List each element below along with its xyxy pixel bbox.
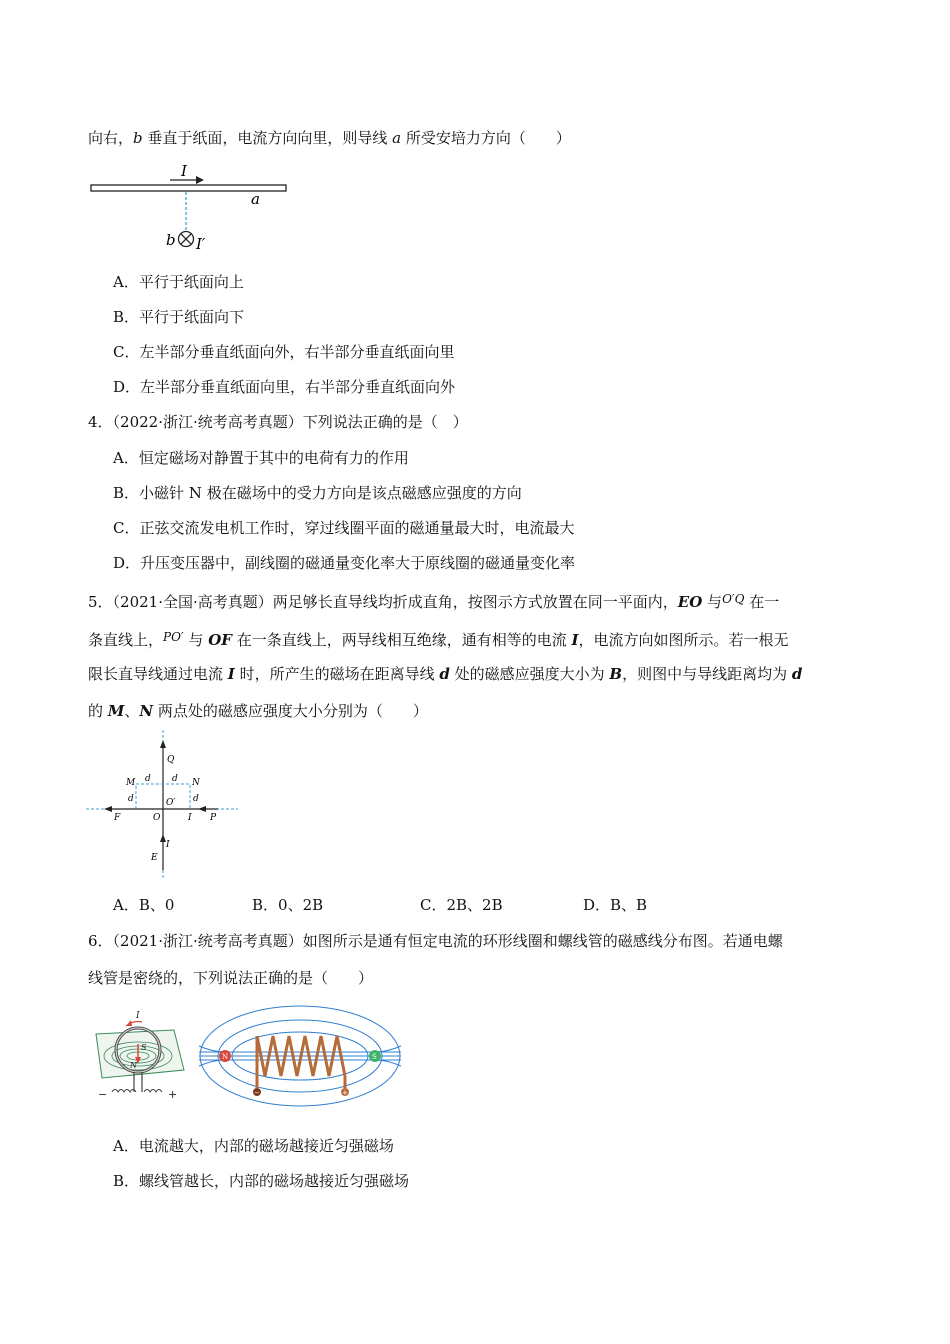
label-n: N — [192, 778, 200, 788]
ring-i-label: I — [136, 1011, 140, 1021]
q3-option-a[interactable]: A．平行于纸面向上 — [113, 273, 244, 291]
current2-label: I′ — [196, 235, 206, 253]
q5-option-d[interactable]: D．B、B — [583, 896, 648, 914]
ring-current-arrowhead — [126, 1020, 132, 1026]
wire-po-arrow — [198, 806, 206, 812]
solenoid-n-label: N — [222, 1053, 229, 1061]
q4-option-b[interactable]: B．小磁针 N 极在磁场中的受力方向是该点磁感应强度的方向 — [113, 484, 522, 502]
label-f: F — [114, 813, 121, 823]
q6-stem-line-2: 线管是密绕的，下列说法正确的是（ ） — [88, 969, 374, 987]
ring-s-label: S — [141, 1043, 147, 1052]
q5-option-c[interactable]: C．2B、2B — [420, 896, 503, 914]
q5-figure — [86, 730, 241, 880]
label-d-top-left: d — [145, 774, 151, 784]
current-label: I — [181, 162, 187, 180]
ring-coil-figure — [90, 1008, 190, 1103]
label-o-prime: O′ — [166, 798, 176, 808]
field-line-d — [199, 1046, 225, 1052]
q5-stem-line-3: 限长直导线通过电流 I 时，所产生的磁场在距离导线 d 处的磁感应强度大小为 B，则图中与导线距离均为 d — [88, 665, 803, 683]
wire-label: a — [251, 190, 260, 208]
q3-option-b[interactable]: B．平行于纸面向下 — [113, 308, 245, 326]
q3-option-d[interactable]: D．左半部分垂直纸面向里，右半部分垂直纸面向外 — [113, 378, 456, 396]
wire-oq-arrow — [160, 740, 166, 748]
ring-plus-label: + — [168, 1088, 178, 1101]
solenoid-figure — [195, 1000, 405, 1110]
solenoid-coil — [257, 1036, 345, 1076]
q5-stem-line-1: 5．（2021·全国·高考真题）两足够长直导线均折成直角，按图示方式放置在同一平面内，EO 与$^{O'Q}$ 在一 — [88, 592, 780, 611]
q5-option-b[interactable]: B．0、2B — [252, 896, 324, 914]
ring-n-label: N — [130, 1061, 137, 1070]
label-i-right: I — [188, 813, 192, 823]
q4-stem: 4．（2022·浙江·统考高考真题）下列说法正确的是（ ） — [88, 413, 468, 431]
label-m: M — [126, 778, 136, 788]
label-o: O — [153, 813, 161, 823]
ring-minus-label: − — [98, 1088, 108, 1101]
label-i-bottom: I — [166, 840, 170, 850]
label-q: Q — [167, 755, 175, 765]
label-p: P — [210, 813, 217, 823]
solenoid-plus-label: + — [342, 1089, 348, 1097]
solenoid-minus-label: − — [254, 1089, 260, 1097]
q5-option-a[interactable]: A．B、0 — [113, 896, 175, 914]
q3-figure — [88, 160, 298, 255]
label-d-top-right: d — [172, 774, 178, 784]
q4-option-d[interactable]: D．升压变压器中，副线圈的磁通量变化率大于原线圈的磁通量变化率 — [113, 554, 576, 572]
ring-right-spring — [144, 1090, 162, 1093]
label-d-right: d — [193, 794, 199, 804]
field-line-f — [375, 1046, 401, 1052]
solenoid-s-label: S — [372, 1053, 377, 1061]
q6-stem-line-1: 6．（2021·浙江·统考高考真题）如图所示是通有恒定电流的环形线圈和螺线管的磁感线分布图。若通电螺 — [88, 932, 783, 950]
q6-option-a[interactable]: A．电流越大，内部的磁场越接近匀强磁场 — [113, 1137, 394, 1155]
wire-of-arrow — [104, 806, 112, 812]
field-line-g — [375, 1060, 401, 1066]
q6-option-b[interactable]: B．螺线管越长，内部的磁场越接近匀强磁场 — [113, 1172, 410, 1190]
q5-stem-line-2: 条直线上，$^{PO'}$ 与 OF 在一条直线上，两导线相互绝缘，通有相等的电流 I，电流方向如图所示。若一根无 — [88, 630, 789, 649]
q4-option-c[interactable]: C．正弦交流发电机工作时，穿过线圈平面的磁通量最大时，电流最大 — [113, 519, 575, 537]
ring-left-spring — [112, 1090, 136, 1093]
q5-stem-line-4: 的 M、N 两点处的磁感应强度大小分别为（ ） — [88, 702, 428, 720]
label-d-left: d — [128, 794, 134, 804]
q3-stem: 向右，b 垂直于纸面，电流方向向里，则导线 a 所受安培力方向（ ） — [88, 129, 571, 147]
label-e: E — [151, 853, 158, 863]
current-arrowhead — [196, 176, 204, 184]
q3-option-c[interactable]: C．左半部分垂直纸面向外，右半部分垂直纸面向里 — [113, 343, 455, 361]
q4-option-a[interactable]: A．恒定磁场对静置于其中的电荷有力的作用 — [113, 449, 409, 467]
point-b-label: b — [166, 231, 176, 249]
